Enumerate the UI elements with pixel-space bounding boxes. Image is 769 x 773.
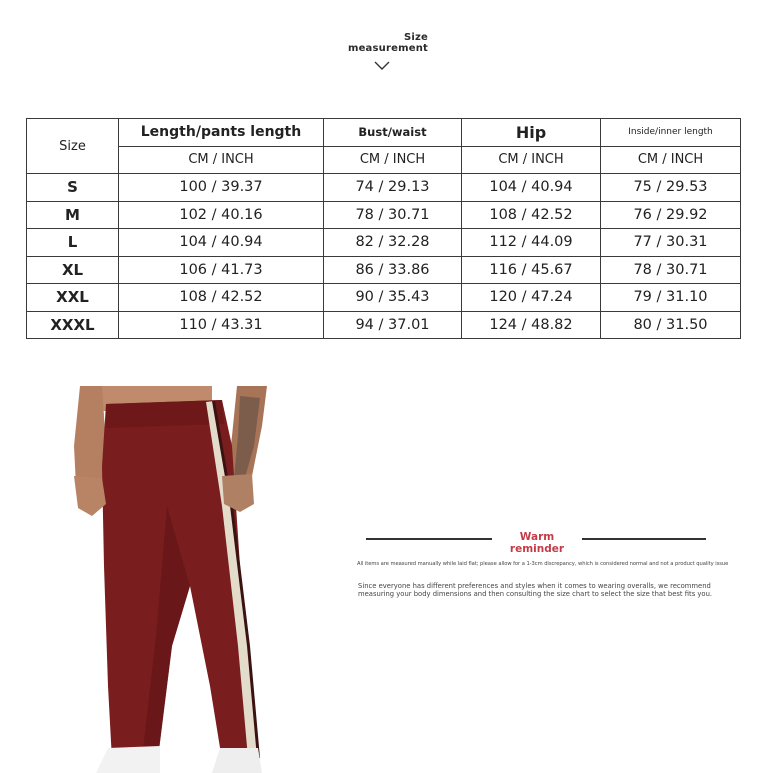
product-photo-pants [72,386,272,773]
cell-bust-waist: 86 / 33.86 [324,256,462,284]
cell-bust-waist: 78 / 30.71 [324,201,462,229]
cell-bust-waist: 82 / 32.28 [324,229,462,257]
cell-size: S [27,174,119,202]
cell-inner-length: 77 / 30.31 [601,229,741,257]
divider-right [582,538,706,540]
table-row [27,311,741,339]
size-advice-note: Since everyone has different preferences and styles when it comes to wearing overalls, we recommend measuring your body dimensions and then consulting the size chart to select the size that best fits you. [358,582,713,598]
cell-size: XXXL [27,311,119,339]
table-row [27,229,741,257]
cell-inner-length: 75 / 29.53 [601,174,741,202]
header-size: Size [27,119,119,174]
warm-reminder-title: Warm reminder [509,531,565,555]
cell-length: 104 / 40.94 [119,229,324,257]
cell-size: M [27,201,119,229]
header-hip: Hip [462,119,601,147]
table-row [27,201,741,229]
unit-hip: CM / INCH [462,146,601,174]
cell-bust-waist: 94 / 37.01 [324,311,462,339]
cell-hip: 108 / 42.52 [462,201,601,229]
cell-hip: 124 / 48.82 [462,311,601,339]
header-inner-length: Inside/inner length [601,119,741,147]
title-line-2: measurement [347,43,428,54]
cell-length: 100 / 39.37 [119,174,324,202]
cell-bust-waist: 90 / 35.43 [324,284,462,312]
size-chart-table [26,118,741,339]
table-row [27,256,741,284]
cell-length: 108 / 42.52 [119,284,324,312]
cell-hip: 116 / 45.67 [462,256,601,284]
size-measurement-title [330,32,428,54]
cell-bust-waist: 74 / 29.13 [324,174,462,202]
cell-length: 106 / 41.73 [119,256,324,284]
table-header-row [27,119,741,147]
cell-length: 110 / 43.31 [119,311,324,339]
unit-length: CM / INCH [119,146,324,174]
header-length: Length/pants length [119,119,324,147]
cell-size: XL [27,256,119,284]
cell-inner-length: 76 / 29.92 [601,201,741,229]
unit-bust-waist: CM / INCH [324,146,462,174]
header-bust-waist: Bust/waist [324,119,462,147]
chevron-down-icon [374,61,390,71]
cell-inner-length: 78 / 30.71 [601,256,741,284]
unit-inner-length: CM / INCH [601,146,741,174]
cell-inner-length: 80 / 31.50 [601,311,741,339]
cell-size: XXL [27,284,119,312]
cell-length: 102 / 40.16 [119,201,324,229]
warm-reminder-heading [362,531,710,555]
divider-left [366,538,492,540]
title-line-1: Size [403,32,428,43]
cell-hip: 112 / 44.09 [462,229,601,257]
table-unit-row [27,146,741,174]
cell-hip: 104 / 40.94 [462,174,601,202]
table-row [27,284,741,312]
table-row [27,174,741,202]
cell-hip: 120 / 47.24 [462,284,601,312]
cell-inner-length: 79 / 31.10 [601,284,741,312]
cell-size: L [27,229,119,257]
measurement-note: All items are measured manually while laid flat; please allow for a 1-3cm discrepancy, which is considered normal and not a product quality issue [357,561,729,567]
